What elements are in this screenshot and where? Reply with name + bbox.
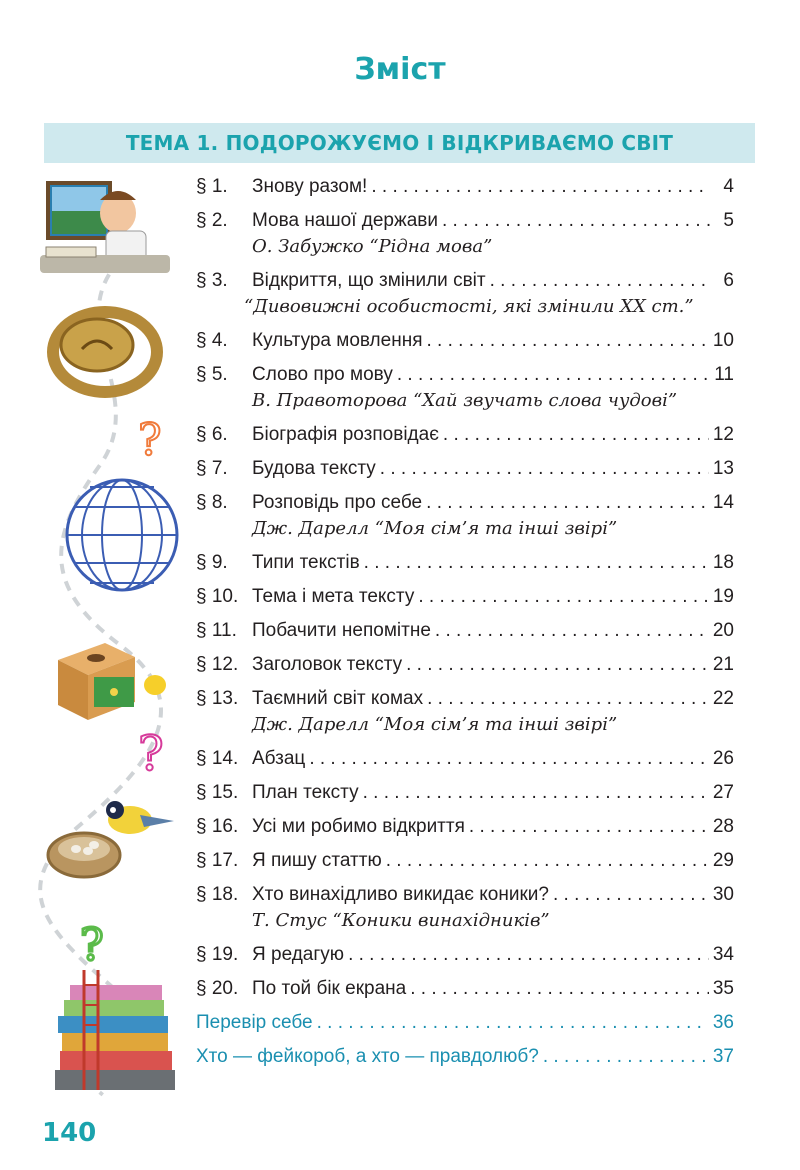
dot-leader <box>427 682 709 716</box>
page-ref: 6 <box>723 270 734 291</box>
toc-entry[interactable] <box>196 204 734 238</box>
page-number: 140 <box>42 1118 97 1148</box>
table-of-contents <box>196 170 734 1074</box>
entry-title: По той бік екрана <box>252 978 407 999</box>
entry-title: Мова нашої держави <box>252 210 438 231</box>
page-ref: 29 <box>712 850 734 871</box>
section-number: § 3. <box>196 270 228 291</box>
dot-leader <box>406 648 709 682</box>
entry-title: Я редагую <box>252 944 345 965</box>
section-number: § 13. <box>196 688 239 709</box>
page-ref: 20 <box>712 620 734 641</box>
page-ref: 34 <box>712 944 734 965</box>
dot-leader <box>380 452 709 486</box>
toc-entry[interactable] <box>196 682 734 716</box>
dot-leader <box>397 358 710 392</box>
section-number: § 5. <box>196 364 228 385</box>
entry-title: Знову разом! <box>252 176 368 197</box>
dot-leader <box>469 810 709 844</box>
toc-entry[interactable] <box>196 742 734 776</box>
page-ref: 22 <box>712 688 734 709</box>
dot-leader <box>426 486 709 520</box>
entry-title: Хто — фейкороб, а хто — правдолюб? <box>196 1046 539 1067</box>
toc-entry[interactable] <box>196 878 734 912</box>
page-ref: 26 <box>712 748 734 769</box>
toc-entry[interactable] <box>196 648 734 682</box>
dot-leader <box>553 878 709 912</box>
entry-subtitle: В. Правоторова “Хай звучать слова чудові” <box>252 390 678 411</box>
page-ref: 28 <box>712 816 734 837</box>
section-number: § 20. <box>196 978 239 999</box>
decorative-illustrations <box>0 165 200 1115</box>
toc-entry[interactable] <box>196 614 734 648</box>
dot-leader <box>426 324 708 358</box>
toc-entry[interactable] <box>196 452 734 486</box>
section-number: § 17. <box>196 850 239 871</box>
question-mark-icon: ? <box>138 415 162 466</box>
section-number: § 12. <box>196 654 239 675</box>
toc-entry[interactable] <box>196 546 734 580</box>
toc-entry[interactable] <box>196 324 734 358</box>
toc-entry[interactable] <box>196 844 734 878</box>
dot-leader <box>364 546 709 580</box>
entry-title: Абзац <box>252 748 306 769</box>
toc-entry[interactable] <box>196 776 734 810</box>
page-ref: 19 <box>712 586 734 607</box>
page-ref: 4 <box>723 176 734 197</box>
entry-title: Я пишу статтю <box>252 850 382 871</box>
page-ref: 12 <box>712 424 734 445</box>
dot-leader <box>435 614 709 648</box>
page-ref: 18 <box>712 552 734 573</box>
toc-entry[interactable] <box>196 810 734 844</box>
page-title: Зміст <box>354 52 446 87</box>
section-number: § 7. <box>196 458 228 479</box>
toc-entry-self-check[interactable] <box>196 1006 734 1040</box>
reading-man-icon <box>40 183 170 273</box>
entry-title: Перевір себе <box>196 1012 313 1033</box>
entry-title: Тема і мета тексту <box>252 586 415 607</box>
entry-title: Усі ми робимо відкриття <box>252 816 465 837</box>
entry-title: Розповідь про себе <box>252 492 423 513</box>
toc-entry[interactable] <box>196 972 734 1006</box>
toc-entry[interactable] <box>196 580 734 614</box>
entry-subtitle: Дж. Дарелл “Моя сім’я та інші звірі” <box>252 714 618 735</box>
entry-subtitle: Т. Стус “Коники винахідників” <box>252 910 550 931</box>
toc-entry[interactable] <box>196 418 734 452</box>
wooden-box-icon <box>58 643 166 720</box>
page-ref: 37 <box>712 1046 734 1067</box>
section-number: § 16. <box>196 816 239 837</box>
entry-subtitle: О. Забужко “Рідна мова” <box>252 236 493 257</box>
page-ref: 14 <box>712 492 734 513</box>
entry-title: Хто винахідливо викидає коники? <box>252 884 549 905</box>
section-number: § 10. <box>196 586 239 607</box>
entry-title: Заголовок тексту <box>252 654 403 675</box>
section-number: § 4. <box>196 330 228 351</box>
dot-leader <box>443 418 709 452</box>
toc-entry[interactable] <box>196 264 734 298</box>
section-number: § 1. <box>196 176 228 197</box>
entry-title: Культура мовлення <box>252 330 423 351</box>
page-ref: 10 <box>712 330 734 351</box>
entry-title: Відкриття, що змінили світ <box>252 270 486 291</box>
entry-title: Побачити непомітне <box>252 620 431 641</box>
dot-leader <box>386 844 709 878</box>
page-ref: 21 <box>712 654 734 675</box>
section-number: § 11. <box>196 620 237 641</box>
dot-leader <box>371 170 710 204</box>
section-number: § 18. <box>196 884 239 905</box>
globe-icon <box>67 480 177 590</box>
question-mark-icon: ? <box>138 726 164 782</box>
entry-title: Типи текстів <box>252 552 360 573</box>
dot-leader <box>442 204 710 238</box>
section-number: § 8. <box>196 492 228 513</box>
section-number: § 6. <box>196 424 228 445</box>
toc-entry[interactable] <box>196 358 734 392</box>
dot-leader <box>348 938 709 972</box>
section-number: § 19. <box>196 944 239 965</box>
entry-title: Таємний світ комах <box>252 688 424 709</box>
stack-of-books-icon <box>55 970 175 1090</box>
entry-subtitle: Дж. Дарелл “Моя сім’я та інші звірі” <box>252 518 618 539</box>
toc-entry[interactable] <box>196 486 734 520</box>
dot-leader <box>418 580 709 614</box>
entry-title: Слово про мову <box>252 364 393 385</box>
section-number: § 2. <box>196 210 228 231</box>
entry-subtitle: “Дивовижні особистості, які змінили ХХ ст.” <box>244 296 694 317</box>
page-ref: 27 <box>712 782 734 803</box>
page-ref: 11 <box>714 364 734 385</box>
dot-leader <box>363 776 709 810</box>
entry-title: План тексту <box>252 782 359 803</box>
bird-nest-icon <box>48 801 174 877</box>
page-ref: 35 <box>712 978 734 999</box>
section-number: § 14. <box>196 748 239 769</box>
ring-icon <box>53 312 157 392</box>
dot-leader <box>309 742 709 776</box>
entry-title: Будова тексту <box>252 458 376 479</box>
section-number: § 15. <box>196 782 239 803</box>
toc-entry[interactable] <box>196 170 734 204</box>
toc-entry[interactable] <box>196 938 734 972</box>
dot-leader <box>410 972 709 1006</box>
toc-entry-fake-or-truth[interactable] <box>196 1040 734 1074</box>
dot-leader <box>317 1006 709 1040</box>
section-number: § 9. <box>196 552 228 573</box>
page-ref: 13 <box>712 458 734 479</box>
theme-banner: ТЕМА 1. ПОДОРОЖУЄМО І ВІДКРИВАЄМО СВІТ <box>44 123 755 163</box>
dot-leader <box>543 1040 709 1074</box>
question-mark-icon: ? <box>80 920 104 971</box>
page-ref: 5 <box>723 210 734 231</box>
page-ref: 36 <box>712 1012 734 1033</box>
dot-leader <box>490 264 710 298</box>
entry-title: Біографія розповідає <box>252 424 439 445</box>
page-ref: 30 <box>712 884 734 905</box>
